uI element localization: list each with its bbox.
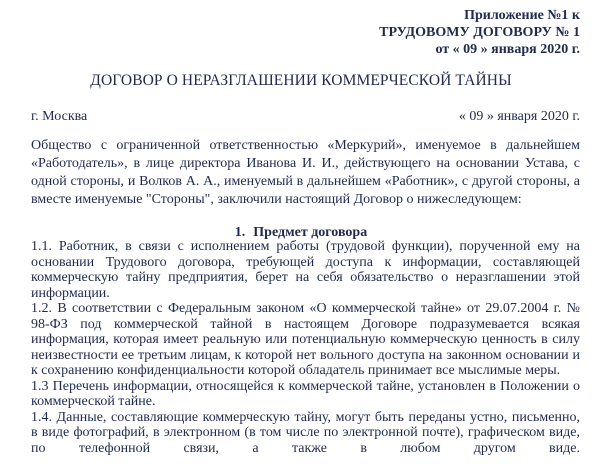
signing-date: « 09 » января 2020 г. [458,109,580,124]
annex-line-2: ТРУДОВОМУ ДОГОВОРУ № 1 [379,25,580,40]
clause-1-2: 1.2. В соответствии с Федеральным законом «О коммерческой тайне» от 29.07.2004 г. № 98-ФЗ под коммерческой тайной в настоящем Договоре подразумевается всякая информация, которая имеет реальную или потенциальную коммерческую ценность в силу неизвестности ее третьим лицам, к которой нет вольного доступа на законном основании и к сохранению конфиденциальности которой обладатель принимает все мыслимые меры. [31,301,580,378]
clause-1-1: 1.1. Работник, в связи с исполнением работы (трудовой функции), порученной ему на основании Трудового договора, требующей доступа к информации, составляющей коммерческую тайну предприятия, берет на себя обязательство о неразглашении этой информации. [31,239,580,301]
annex-line-3: от « 09 » января 2020 г. [435,42,580,57]
annex-reference [379,7,580,58]
place-date-line [31,108,580,125]
section-1-clauses [31,239,580,456]
annex-line-1: Приложение №1 к [464,8,580,23]
document-title: ДОГОВОР О НЕРАЗГЛАШЕНИИ КОММЕРЧЕСКОЙ ТАЙНЫ [90,72,512,89]
place-of-signing: г. Москва [31,109,88,124]
section-1-number: 1. [234,225,246,240]
clause-1-3: 1.3 Перечень информации, относящейся к коммерческой тайне, установлен в Положении о коммерческой тайне. [31,378,580,409]
intro-paragraph: Общество с ограниченной ответственностью «Меркурий», именуемое в дальнейшем «Работодатель», в лице директора Иванова И. И., действующего на основании Устава, с одной стороны, и Волков А. А., именуемый в дальнейшем «Работник», с другой стороны, а вместе именуемые "Стороны", заключили настоящий Договор о нижеследующем: [31,138,580,207]
clause-1-4: 1.4. Данные, составляющие коммерческую тайну, могут быть переданы устно, письменно, в виде фотографий, в электронном (в том числе по электронной почте), графическом виде, по телефонной связи, а также в любом другом виде. [31,409,580,456]
section-1-title: Предмет договора [253,225,368,240]
